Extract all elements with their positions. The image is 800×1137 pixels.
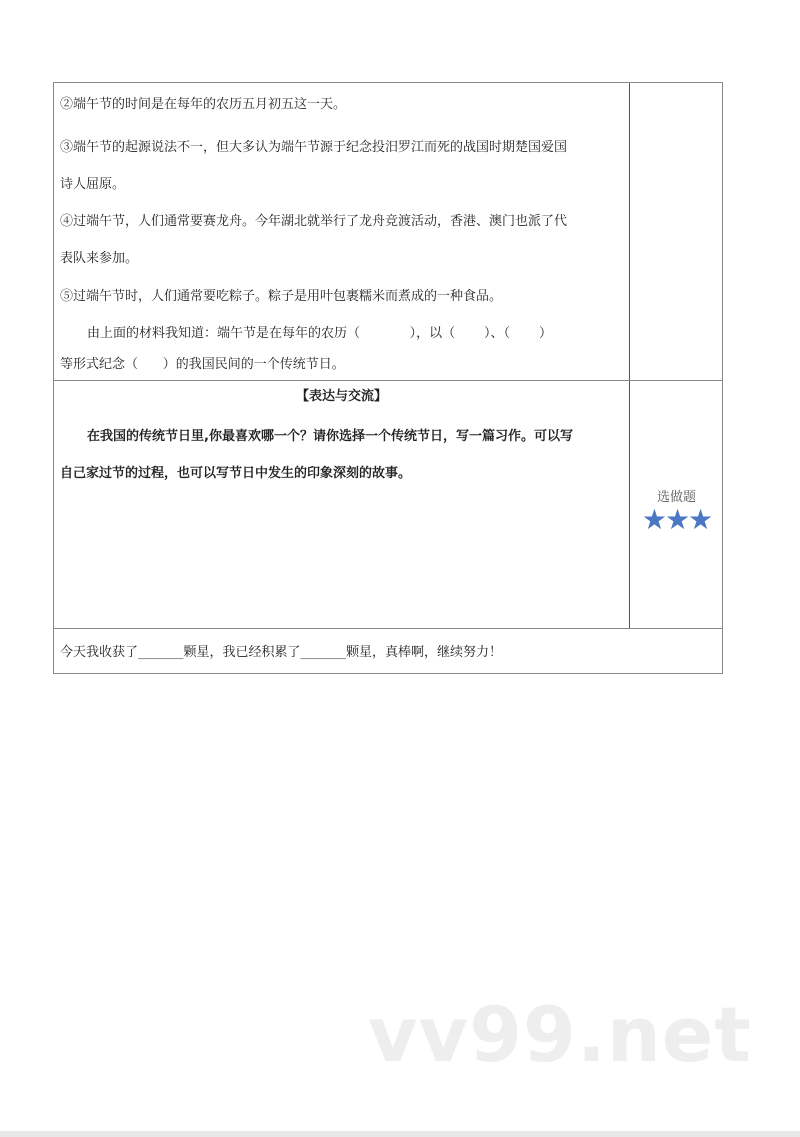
material-item-3-cont: 诗人屈原。: [60, 177, 126, 192]
section-title: 【表达与交流】: [295, 389, 387, 404]
row-divider: [54, 380, 722, 381]
star-tally-text: 今天我收获了_______颗星，我已经积累了_______颗星，真棒啊，继续努力！: [60, 645, 503, 660]
material-item-3: ③端午节的起源说法不一，但大多认为端午节源于纪念投汨罗江而死的战国时期楚国爱国: [60, 140, 568, 155]
page-bottom-edge: [0, 1131, 800, 1137]
writing-prompt-line-1: 在我国的传统节日里,你最喜欢哪一个？请你选择一个传统节日，写一篇习作。可以写: [87, 429, 573, 444]
material-item-4-cont: 表队来参加。: [60, 251, 139, 266]
writing-prompt-line-2: 自己家过节的过程，也可以写节日中发生的印象深刻的故事。: [60, 466, 412, 481]
worksheet-table: [53, 82, 723, 674]
column-divider: [629, 83, 630, 628]
optional-task-label: 选做题: [656, 490, 696, 505]
material-item-4: ④过端午节，人们通常要赛龙舟。今年湖北就举行了龙舟竞渡活动，香港、澳门也派了代: [60, 214, 568, 229]
row-divider: [54, 628, 722, 629]
material-item-5: ⑤过端午节时，人们通常要吃粽子。粽子是用叶包裹糯米而煮成的一种食品。: [60, 289, 503, 304]
material-item-2: ②端午节的时间是在每年的农历五月初五这一天。: [60, 97, 347, 112]
star-rating-icon: ★★★: [641, 503, 712, 536]
summary-fill-line-2: 等形式纪念（ ）的我国民间的一个传统节日。: [60, 357, 345, 372]
summary-fill-line-1: 由上面的材料我知道：端午节是在每年的农历（ ），以（ ）、（ ）: [87, 326, 552, 341]
watermark: vv99.net: [368, 990, 752, 1079]
